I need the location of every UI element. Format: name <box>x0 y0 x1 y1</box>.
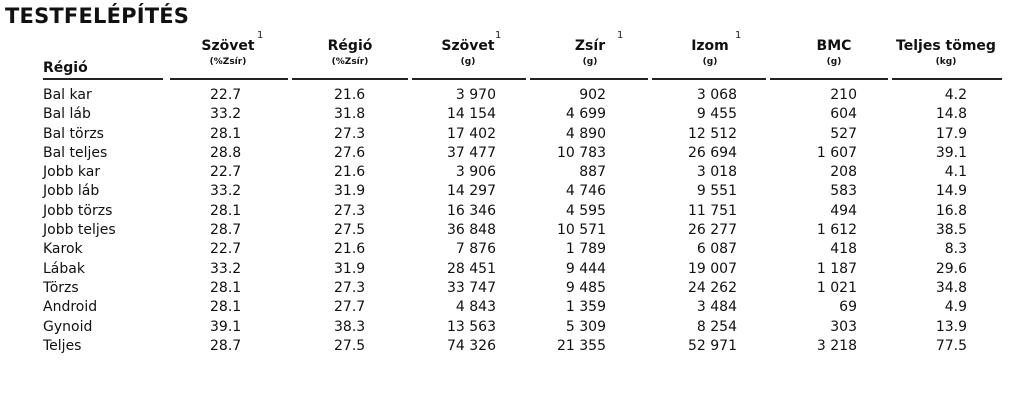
cell-total-kg: 39.1 <box>935 144 967 161</box>
cell-region-pct: 27.3 <box>334 125 366 142</box>
cell-fat-g: 4 890 <box>565 125 606 142</box>
cell-bmc-g: 3 218 <box>816 337 857 354</box>
header-tissue-g-unit: (g) <box>460 57 476 67</box>
cell-total-kg: 4.2 <box>944 87 967 103</box>
table-row <box>0 261 1028 280</box>
header-bmc-g-label: BMC <box>816 38 852 54</box>
cell-tissue-pct: 39.1 <box>210 318 242 335</box>
cell-bmc-g: 1 612 <box>816 222 857 239</box>
cell-lean-g: 3 018 <box>696 164 737 181</box>
cell-region-pct: 21.6 <box>334 87 366 103</box>
table-row <box>0 280 1028 299</box>
cell-region-pct: 38.3 <box>334 318 366 335</box>
header-rule-bmc-g <box>770 78 888 80</box>
cell-lean-g: 24 262 <box>688 279 737 296</box>
table-body <box>0 87 1028 357</box>
cell-fat-g: 4 746 <box>565 183 606 200</box>
cell-lean-g: 52 971 <box>688 337 737 354</box>
cell-tissue-g: 36 848 <box>447 222 496 239</box>
cell-region: Android <box>43 299 98 316</box>
header-fat-g-unit: (g) <box>582 57 598 67</box>
cell-tissue-g: 33 747 <box>447 279 496 296</box>
cell-lean-g: 8 254 <box>696 318 737 335</box>
cell-region-pct: 31.9 <box>334 183 366 200</box>
header-total-kg-label: Teljes tömeg <box>896 38 996 54</box>
header-rule-fat-g <box>530 78 648 80</box>
cell-region-pct: 27.6 <box>334 144 366 161</box>
cell-bmc-g: 303 <box>830 318 857 335</box>
cell-region: Jobb láb <box>43 183 100 200</box>
cell-tissue-g: 16 346 <box>447 202 496 219</box>
cell-bmc-g: 604 <box>830 106 857 123</box>
cell-fat-g: 4 699 <box>565 106 606 123</box>
header-tissue-pct-label: Szövet <box>201 38 255 54</box>
cell-lean-g: 6 087 <box>696 241 737 258</box>
cell-fat-g: 902 <box>579 87 606 103</box>
cell-region: Bal láb <box>43 106 91 123</box>
header-fat-g <box>558 38 622 68</box>
cell-tissue-pct: 28.1 <box>210 202 242 219</box>
header-tissue-pct <box>196 38 260 68</box>
table-row <box>0 222 1028 241</box>
header-fat-g-sup: 1 <box>617 30 624 41</box>
header-region-pct-label: Régió <box>327 38 373 54</box>
cell-bmc-g: 583 <box>830 183 857 200</box>
cell-bmc-g: 69 <box>839 299 857 316</box>
header-bmc-g-unit: (g) <box>826 57 842 67</box>
cell-tissue-g: 74 326 <box>447 337 496 354</box>
cell-tissue-g: 14 154 <box>447 106 496 123</box>
table-row <box>0 183 1028 202</box>
cell-bmc-g: 210 <box>830 87 857 103</box>
page-title: TESTFELÉPÍTÉS <box>5 4 190 28</box>
cell-region-pct: 27.7 <box>334 299 366 316</box>
cell-tissue-pct: 28.1 <box>210 125 242 142</box>
cell-tissue-pct: 33.2 <box>210 183 242 200</box>
table-row <box>0 106 1028 125</box>
cell-region-pct: 21.6 <box>334 164 366 181</box>
cell-bmc-g: 418 <box>830 241 857 258</box>
header-rule-total-kg <box>892 78 1002 80</box>
cell-tissue-pct: 28.8 <box>210 144 242 161</box>
cell-total-kg: 8.3 <box>944 241 967 258</box>
table-row <box>0 87 1028 106</box>
header-tissue-g <box>436 38 500 68</box>
cell-bmc-g: 1 187 <box>816 260 857 277</box>
cell-region-pct: 27.5 <box>334 222 366 239</box>
cell-total-kg: 14.9 <box>935 183 967 200</box>
header-rule-region <box>43 78 163 80</box>
cell-region: Jobb kar <box>43 164 101 181</box>
cell-region: Teljes <box>43 337 82 354</box>
cell-bmc-g: 1 607 <box>816 144 857 161</box>
cell-tissue-pct: 22.7 <box>210 241 242 258</box>
cell-fat-g: 4 595 <box>565 202 606 219</box>
cell-tissue-g: 14 297 <box>447 183 496 200</box>
cell-fat-g: 10 783 <box>557 144 606 161</box>
table-row <box>0 338 1028 357</box>
cell-region: Lábak <box>43 260 85 277</box>
cell-fat-g: 5 309 <box>565 318 606 335</box>
cell-region: Gynoid <box>43 318 93 335</box>
cell-fat-g: 21 355 <box>557 337 606 354</box>
header-lean-g <box>678 38 742 68</box>
header-region: Régió <box>43 60 88 76</box>
cell-region-pct: 31.9 <box>334 260 366 277</box>
table-row <box>0 145 1028 164</box>
cell-fat-g: 9 444 <box>565 260 606 277</box>
cell-lean-g: 9 455 <box>696 106 737 123</box>
header-tissue-pct-unit: (%Zsír) <box>209 57 247 67</box>
header-lean-g-sup: 1 <box>735 30 742 41</box>
cell-total-kg: 16.8 <box>935 202 967 219</box>
cell-bmc-g: 527 <box>830 125 857 142</box>
cell-total-kg: 14.8 <box>935 106 967 123</box>
cell-region: Jobb teljes <box>43 222 116 239</box>
header-tissue-pct-sup: 1 <box>257 30 264 41</box>
header-total-kg-unit: (kg) <box>935 57 957 67</box>
header-tissue-g-sup: 1 <box>495 30 502 41</box>
header-fat-g-label: Zsír <box>574 38 606 54</box>
table-row <box>0 299 1028 318</box>
cell-lean-g: 11 751 <box>688 202 737 219</box>
cell-total-kg: 29.6 <box>935 260 967 277</box>
cell-region: Bal törzs <box>43 125 104 142</box>
header-bmc-g <box>802 38 866 68</box>
header-rule-lean-g <box>652 78 766 80</box>
header-lean-g-unit: (g) <box>702 57 718 67</box>
header-rule-region-pct <box>292 78 408 80</box>
cell-tissue-pct: 22.7 <box>210 164 242 181</box>
cell-total-kg: 17.9 <box>935 125 967 142</box>
cell-lean-g: 12 512 <box>688 125 737 142</box>
cell-total-kg: 34.8 <box>935 279 967 296</box>
cell-fat-g: 1 359 <box>565 299 606 316</box>
cell-lean-g: 9 551 <box>696 183 737 200</box>
cell-tissue-g: 28 451 <box>447 260 496 277</box>
cell-lean-g: 3 068 <box>696 87 737 103</box>
cell-bmc-g: 1 021 <box>816 279 857 296</box>
cell-region-pct: 27.5 <box>334 337 366 354</box>
cell-lean-g: 26 694 <box>688 144 737 161</box>
cell-tissue-g: 13 563 <box>447 318 496 335</box>
cell-tissue-pct: 28.7 <box>210 222 242 239</box>
cell-fat-g: 9 485 <box>565 279 606 296</box>
cell-region-pct: 27.3 <box>334 279 366 296</box>
cell-tissue-pct: 33.2 <box>210 260 242 277</box>
cell-bmc-g: 208 <box>830 164 857 181</box>
cell-region: Bal teljes <box>43 144 108 161</box>
cell-tissue-g: 4 843 <box>455 299 496 316</box>
cell-tissue-g: 7 876 <box>455 241 496 258</box>
table-row <box>0 126 1028 145</box>
cell-tissue-pct: 28.1 <box>210 279 242 296</box>
header-region-pct <box>318 38 382 68</box>
cell-tissue-g: 3 906 <box>455 164 496 181</box>
cell-tissue-g: 37 477 <box>447 144 496 161</box>
header-lean-g-label: Izom <box>691 38 729 54</box>
cell-bmc-g: 494 <box>830 202 857 219</box>
cell-region-pct: 31.8 <box>334 106 366 123</box>
cell-region: Jobb törzs <box>43 202 113 219</box>
header-total-kg <box>886 38 1006 68</box>
table-row <box>0 241 1028 260</box>
cell-lean-g: 3 484 <box>696 299 737 316</box>
cell-region: Törzs <box>43 279 79 296</box>
cell-total-kg: 38.5 <box>935 222 967 239</box>
table-row <box>0 164 1028 183</box>
cell-tissue-pct: 22.7 <box>210 87 242 103</box>
cell-tissue-pct: 33.2 <box>210 106 242 123</box>
header-rule-tissue-g <box>412 78 526 80</box>
cell-region: Bal kar <box>43 87 92 103</box>
table-row <box>0 203 1028 222</box>
cell-total-kg: 4.1 <box>944 164 967 181</box>
cell-fat-g: 10 571 <box>557 222 606 239</box>
cell-tissue-g: 17 402 <box>447 125 496 142</box>
cell-region-pct: 21.6 <box>334 241 366 258</box>
cell-total-kg: 77.5 <box>935 337 967 354</box>
cell-tissue-pct: 28.7 <box>210 337 242 354</box>
cell-fat-g: 887 <box>579 164 606 181</box>
cell-region: Karok <box>43 241 83 258</box>
header-tissue-g-label: Szövet <box>441 38 495 54</box>
cell-lean-g: 26 277 <box>688 222 737 239</box>
cell-region-pct: 27.3 <box>334 202 366 219</box>
cell-tissue-g: 3 970 <box>455 87 496 103</box>
header-region-pct-unit: (%Zsír) <box>331 57 369 67</box>
header-rule-tissue-pct <box>170 78 288 80</box>
cell-lean-g: 19 007 <box>688 260 737 277</box>
cell-total-kg: 4.9 <box>944 299 967 316</box>
table-row <box>0 319 1028 338</box>
cell-tissue-pct: 28.1 <box>210 299 242 316</box>
cell-total-kg: 13.9 <box>935 318 967 335</box>
cell-fat-g: 1 789 <box>565 241 606 258</box>
